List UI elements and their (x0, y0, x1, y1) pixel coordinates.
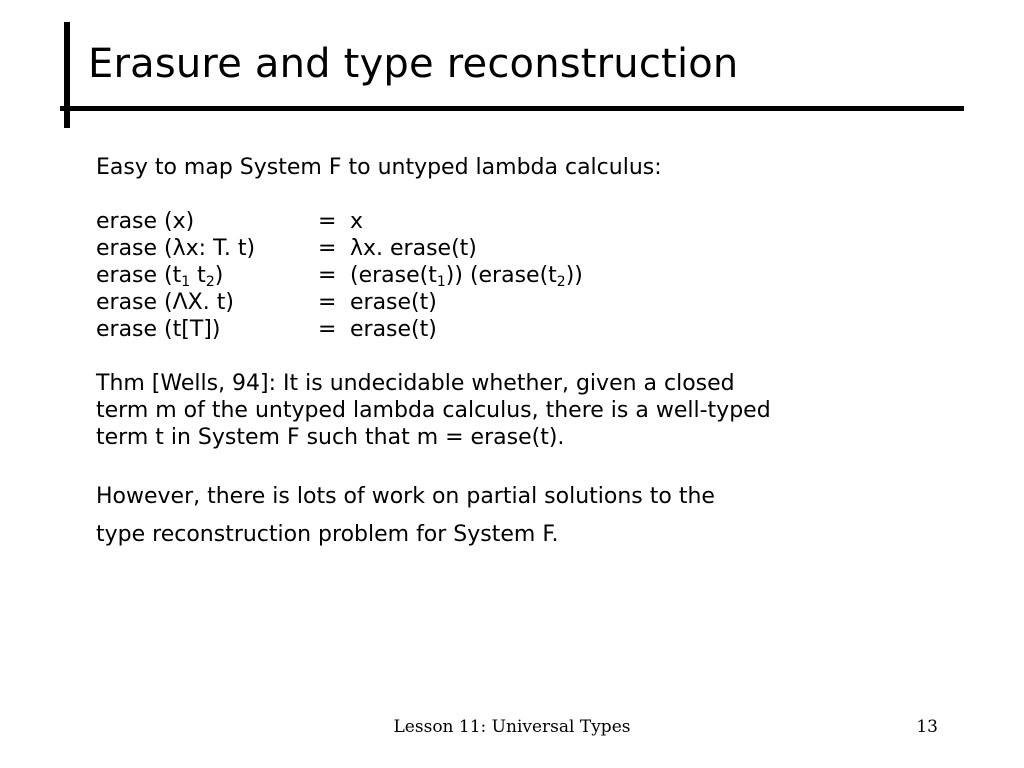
erase-rule-row (96, 316, 956, 343)
footer-page-number: 13 (916, 717, 938, 737)
erase-rule-lhs: erase (ΛX. t) (96, 290, 234, 315)
erase-rule-row (96, 208, 956, 235)
erase-rule-rhs: erase(t) (350, 290, 437, 315)
erase-rule-equals: = (318, 317, 337, 342)
note-paragraph (96, 478, 956, 554)
erase-rule-lhs: erase (x) (96, 209, 195, 234)
theorem-paragraph (96, 370, 956, 451)
slide-body (96, 154, 956, 554)
erase-rule-equals: = (318, 209, 337, 234)
erase-rule-lhs: erase (λx: T. t) (96, 236, 256, 261)
erase-rule-rhs: erase(t) (350, 317, 437, 342)
intro-text: Easy to map System F to untyped lambda calculus: (96, 155, 662, 180)
erase-rule-rhs: λx. erase(t) (350, 236, 477, 261)
slide-title: Erasure and type reconstruction (88, 41, 739, 87)
erase-rule-lhs: erase (t[T]) (96, 317, 221, 342)
theorem-line: term m of the untyped lambda calculus, there is a well-typed (96, 398, 771, 423)
footer-lesson-title: Lesson 11: Universal Types (393, 717, 631, 737)
erase-rule-rhs: $(erase(t_1))$ $(erase(t_2))$ (350, 263, 583, 290)
erase-rule-equals: = (318, 263, 337, 288)
title-vertical-rule (64, 22, 70, 128)
erase-rule-equals: = (318, 236, 337, 261)
erase-rules (96, 208, 956, 343)
theorem-line: term t in System F such that m = erase(t). (96, 425, 565, 450)
erase-rule-row (96, 235, 956, 262)
theorem-line: Thm [Wells, 94]: It is undecidable whether, given a closed (96, 371, 735, 396)
note-line: type reconstruction problem for System F. (96, 522, 559, 547)
erase-rule-row (96, 289, 956, 316)
erase-rule-rhs: x (350, 209, 364, 234)
erase-rule-lhs: erase ($t_1$ $t_2$) (96, 263, 224, 290)
title-horizontal-rule (60, 106, 964, 111)
note-line: However, there is lots of work on partial solutions to the (96, 484, 715, 509)
erase-rule-equals: = (318, 290, 337, 315)
erase-rule-row (96, 262, 956, 289)
